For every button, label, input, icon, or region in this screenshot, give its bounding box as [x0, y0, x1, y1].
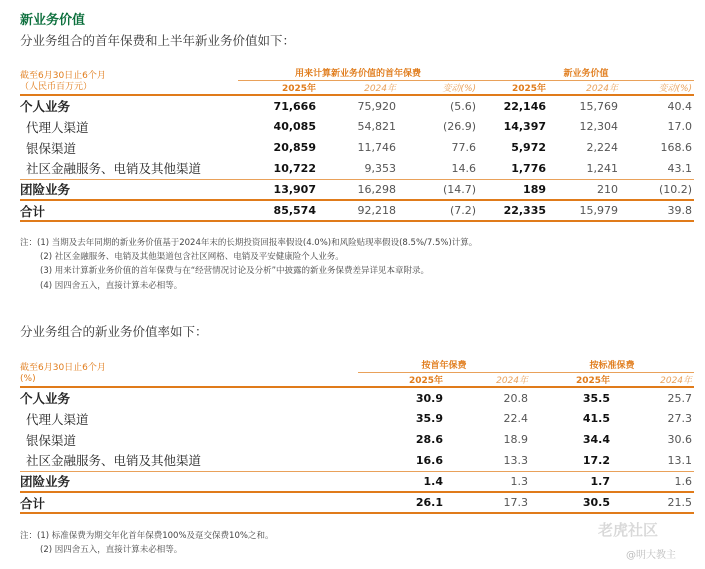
- table-row-total: 合计 26.1 17.3 30.5 21.5: [20, 492, 694, 513]
- table2-notes: [20, 529, 273, 557]
- section-title: 新业务价值: [20, 13, 86, 28]
- nbv-table: [20, 68, 694, 222]
- table1-change: 变动(%): [658, 84, 693, 94]
- table2-year: 2024年: [660, 376, 693, 386]
- table-row: 个人业务 30.9 20.8 35.5 25.7: [20, 391, 693, 406]
- table1-unit: （人民币百万元）: [20, 82, 93, 92]
- table2-intro: 分业务组合的新业务价值率如下：: [20, 324, 208, 339]
- watermark-logo: 老虎社区: [598, 521, 659, 539]
- table-row: 代理人渠道 35.9 22.4 41.5 27.3: [26, 411, 693, 427]
- table2-group-std: 按标准保费: [530, 360, 694, 373]
- table1-group-premium: 用来计算新业务价值的首年保费: [238, 68, 478, 81]
- table1-year: 2024年: [586, 84, 619, 94]
- table1-period: 截至6月30日止6个月: [20, 71, 106, 81]
- nbv-margin-table: [20, 360, 694, 514]
- table2-year: 2025年: [575, 376, 611, 386]
- table1-change: 变动(%): [442, 84, 477, 94]
- table-row: 团险业务 13,907 16,298 (14.7) 189 210 (10.2): [20, 182, 693, 198]
- table2-unit: (%): [20, 374, 36, 384]
- note: 注：(1) 标准保费为期交年化首年保费100%及趸交保费10%之和。: [20, 531, 274, 541]
- watermark-author: @明大教主: [626, 550, 676, 561]
- table-row: 个人业务 71,666 75,920 (5.6) 22,146 15,769 40.4: [20, 99, 693, 114]
- table-row: 银保渠道 20,859 11,746 77.6 5,972 2,224 168.6: [26, 140, 693, 156]
- table1-year: 2025年: [281, 84, 316, 94]
- table2-group-fyp: 按首年保费: [358, 360, 530, 373]
- note: (2) 社区金融服务、电销及其他渠道包含社区网格、电销及平安健康险个人业务。: [40, 252, 344, 263]
- table-row: 代理人渠道 40,085 54,821 (26.9) 14,397 12,304 17.0: [26, 119, 693, 135]
- note: (2) 因四舍五入，直接计算未必相等。: [40, 545, 183, 556]
- table1-group-nbv: 新业务价值: [478, 68, 694, 81]
- table1-year: 2024年: [364, 84, 396, 94]
- table1-notes: [20, 236, 477, 293]
- table1-intro: 分业务组合的首年保费和上半年新业务价值如下：: [20, 33, 296, 48]
- table-row: 社区金融服务、电销及其他渠道 16.6 13.3 17.2 13.1: [20, 450, 694, 471]
- table-row-total: 合计 85,574 92,218 (7.2) 22,335 15,979 39.8: [20, 200, 694, 221]
- table-row: 团险业务 1.4 1.3 1.7 1.6: [20, 474, 693, 490]
- note: (3) 用来计算新业务价值的首年保费与在“经营情况讨论及分析”中披露的新业务保费差异详见本章附录。: [40, 266, 430, 277]
- table-row: 银保渠道 28.6 18.9 34.4 30.6: [26, 432, 693, 448]
- table2-year: 2025年: [408, 376, 443, 386]
- table2-year: 2024年: [496, 376, 529, 386]
- table-row: 社区金融服务、电销及其他渠道 10,722 9,353 14.6 1,776 1,241 43.1: [20, 158, 694, 179]
- table2-period: 截至6月30日止6个月: [20, 363, 106, 373]
- note: (4) 因四舍五入，直接计算未必相等。: [40, 280, 183, 291]
- table1-year: 2025年: [511, 84, 547, 94]
- note: 注：(1) 当期及去年同期的新业务价值基于2024年末的长期投资回报率假设(4.0%)和风险贴现率假设(8.5%/7.5%)计算。: [20, 238, 478, 248]
